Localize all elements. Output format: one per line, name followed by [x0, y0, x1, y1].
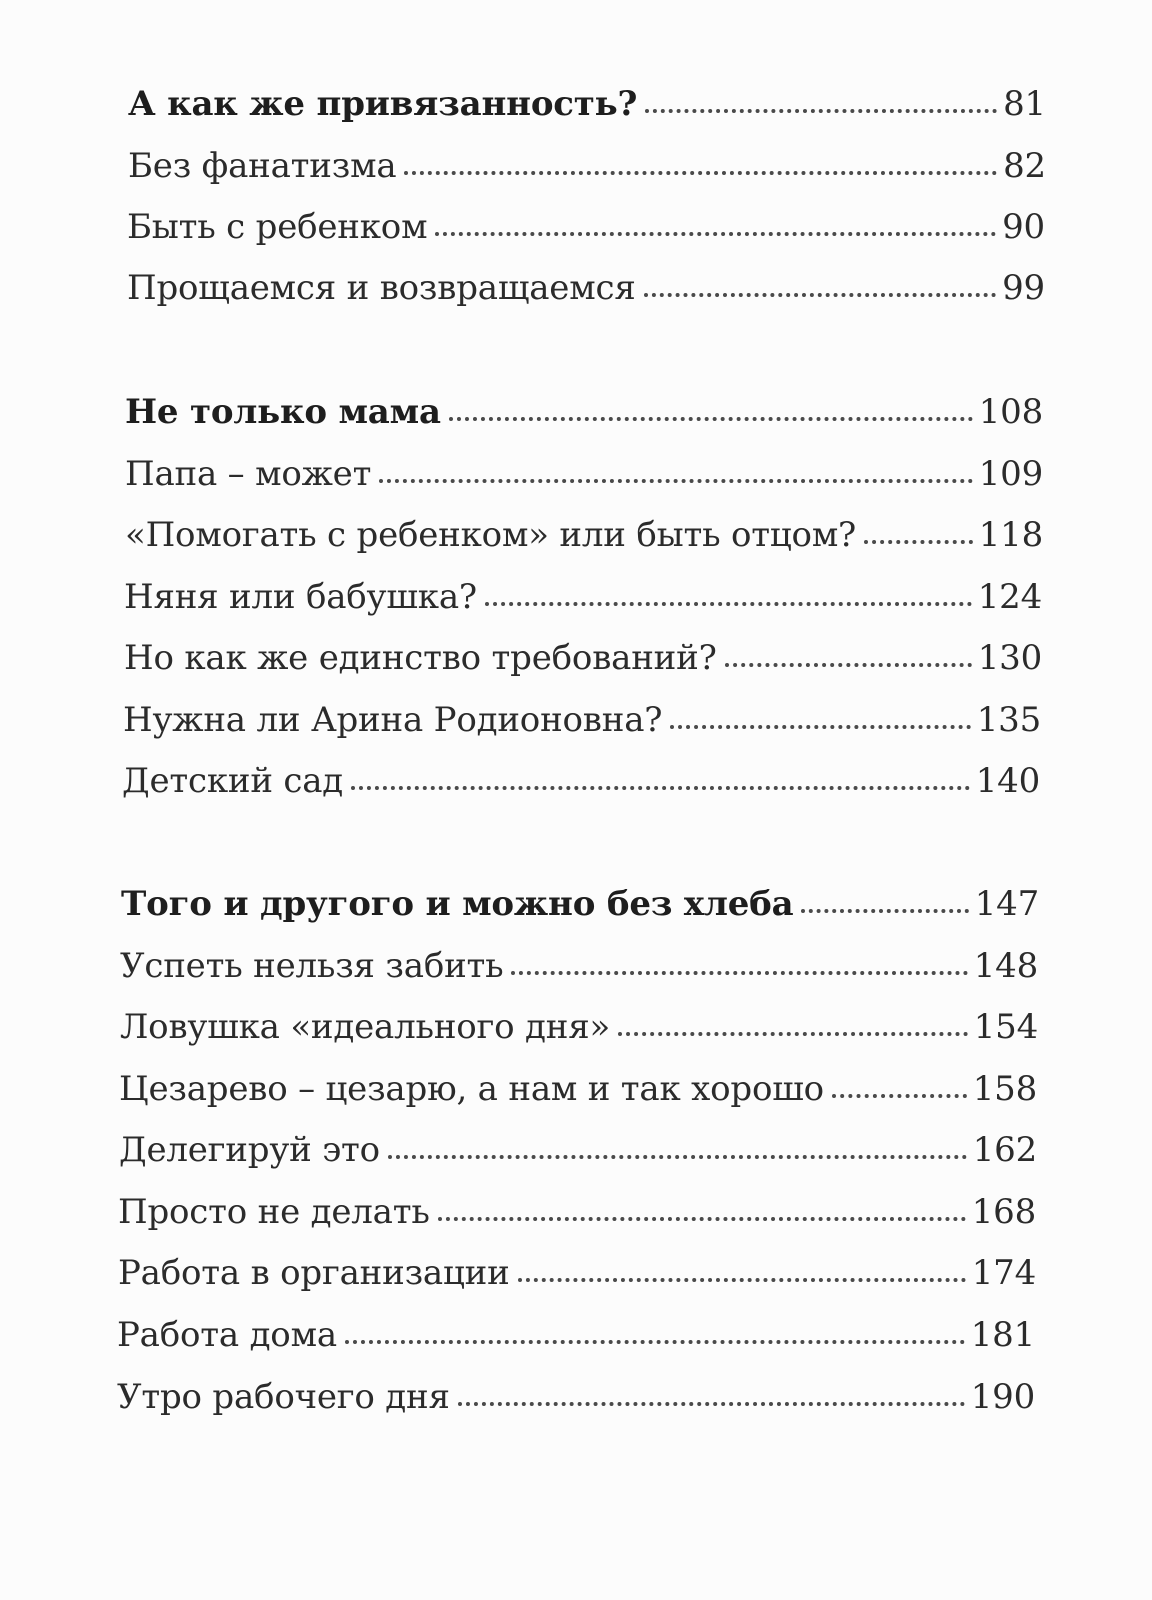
toc-entry-page: 124 — [977, 577, 1042, 617]
dot-leader — [618, 1026, 968, 1036]
toc-entry — [120, 946, 1038, 996]
toc-entry-title: Цезарево – цезарю, а нам и так хорошо — [119, 1069, 824, 1109]
toc-entry-page: 140 — [975, 761, 1040, 801]
dot-leader — [435, 226, 996, 236]
toc-entry — [125, 454, 1043, 504]
dot-leader — [404, 165, 997, 175]
toc-entry — [125, 515, 1043, 565]
toc-entry-title: Того и другого и можно без хлеба — [121, 884, 794, 924]
toc-entry-page: 158 — [972, 1069, 1037, 1109]
toc-entry — [122, 761, 1040, 811]
dot-leader — [801, 903, 968, 913]
toc-entry — [120, 1007, 1038, 1057]
toc-entry — [117, 1315, 1035, 1365]
toc-entry — [118, 1192, 1036, 1242]
toc-entry — [125, 392, 1043, 442]
dot-leader — [725, 657, 972, 667]
toc-entry — [119, 1130, 1037, 1180]
toc-entry-title: Делегируй это — [119, 1130, 380, 1170]
toc-entry — [124, 638, 1042, 688]
toc-entry-title: Прощаемся и возвращаемся — [127, 268, 636, 308]
dot-leader — [511, 965, 967, 975]
toc-entry — [128, 146, 1046, 196]
toc-entry-page: 118 — [978, 515, 1043, 555]
toc-entry — [123, 700, 1041, 750]
toc-entry-title: Просто не делать — [118, 1192, 430, 1232]
toc-entry-page: 108 — [978, 392, 1043, 432]
toc-entry — [127, 207, 1045, 257]
toc-entry-title: Быть с ребенком — [127, 207, 428, 247]
toc-entry-title: Успеть нельзя забить — [120, 946, 504, 986]
dot-leader — [518, 1272, 966, 1282]
toc-entry-title: Но как же единство требований? — [124, 638, 717, 678]
toc-entry-page: 135 — [976, 700, 1041, 740]
toc-entry — [128, 84, 1046, 134]
toc-entry — [118, 1253, 1036, 1303]
dot-leader — [345, 1334, 965, 1344]
dot-leader — [379, 473, 973, 483]
toc-entry-page: 81 — [1003, 84, 1046, 124]
toc-entry-title: Утро рабочего дня — [117, 1377, 450, 1417]
toc-entry-title: Няня или бабушка? — [124, 577, 477, 617]
toc-entry-title: Не только мама — [125, 392, 441, 432]
toc-entry-title: Ловушка «идеального дня» — [120, 1007, 611, 1047]
toc-entry-title: Без фанатизма — [128, 146, 397, 186]
dot-leader — [670, 719, 970, 729]
toc-entry — [121, 884, 1039, 934]
dot-leader — [485, 596, 972, 606]
toc-entry-page: 109 — [978, 454, 1043, 494]
toc-entry-page: 162 — [972, 1130, 1037, 1170]
toc-entry-title: «Помогать с ребенком» или быть отцом? — [125, 515, 857, 555]
toc-entry-page: 168 — [971, 1192, 1036, 1232]
toc-entry — [117, 1377, 1035, 1427]
dot-leader — [388, 1149, 967, 1159]
toc-entry-page: 148 — [973, 946, 1038, 986]
toc-entry-page: 99 — [1002, 268, 1045, 308]
toc-entry-page: 154 — [973, 1007, 1038, 1047]
dot-leader — [438, 1211, 966, 1221]
toc-entry-page: 82 — [1003, 146, 1046, 186]
dot-leader — [644, 287, 997, 297]
dot-leader — [645, 103, 997, 113]
toc-entry-page: 181 — [970, 1315, 1035, 1355]
dot-leader — [832, 1088, 967, 1098]
dot-leader — [449, 411, 973, 421]
toc-entry-page: 130 — [977, 638, 1042, 678]
toc-entry-title: Работа в организации — [118, 1253, 510, 1293]
toc-entry — [124, 577, 1042, 627]
toc-entry-title: Детский сад — [122, 761, 344, 801]
toc-entry-title: Работа дома — [117, 1315, 337, 1355]
toc-entry-title: А как же привязанность? — [128, 84, 638, 124]
dot-leader — [864, 534, 973, 544]
toc-entry — [127, 268, 1045, 318]
toc-entry — [119, 1069, 1037, 1119]
dot-leader — [458, 1396, 965, 1406]
dot-leader — [351, 780, 970, 790]
toc-entry-title: Нужна ли Арина Родионовна? — [123, 700, 663, 740]
toc-entry-page: 174 — [971, 1253, 1036, 1293]
toc-entry-page: 190 — [970, 1377, 1035, 1417]
toc-entry-page: 90 — [1002, 207, 1045, 247]
toc-entry-title: Папа – может — [125, 454, 372, 494]
toc-entry-page: 147 — [974, 884, 1039, 924]
